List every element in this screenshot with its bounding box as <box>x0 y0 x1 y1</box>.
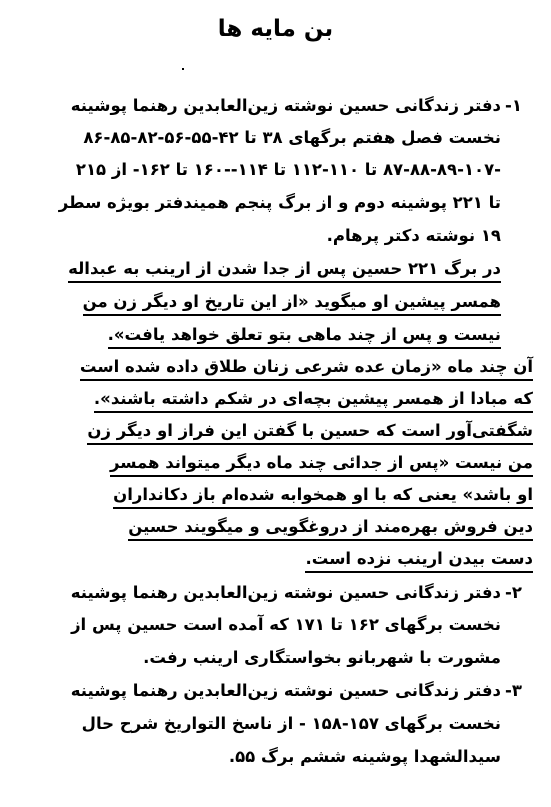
scan-speck <box>182 68 184 70</box>
underlined-line: من نیست «پس از جدائی چند ماه دیگر میتواند همسر <box>110 453 533 473</box>
underlined-line: دست بیدن ارینب نزده است. <box>305 549 533 569</box>
text-line: دفتر زندگانی حسین نوشته زین‌العابدین رهنما پوشینه <box>70 681 501 700</box>
text-line: سیدالشهدا پوشینه ششم برگ ۵۵. <box>228 747 501 766</box>
text-line: نخست برگهای ۱۵۷-۱۵۸ - از ناسخ التواریخ شرح حال <box>81 714 501 733</box>
item-number: -۱ <box>505 96 522 115</box>
underlined-line: در برگ ۲۲۱ حسین پس از جدا شدن از ارینب به عبداله <box>68 259 501 279</box>
text-line: دفتر زندگانی حسین نوشته زین‌العابدین رهنما پوشینه <box>70 583 501 602</box>
underlined-line: نیست و پس از چند ماهی بتو تعلق خواهد یافت». <box>108 325 501 345</box>
underlined-line: آن چند ماه «زمان عده شرعی زنان طلاق داده شده است <box>80 357 533 377</box>
underlined-line: همسر پیشین او میگوید «از این تاریخ او دیگر زن من <box>83 292 501 312</box>
underlined-line: دین فروش بهره‌مند از دروغگویی و میگویند حسین <box>128 517 533 537</box>
text-line: مشورت با شهربانو بخواستگاری ارینب رفت. <box>143 648 501 667</box>
page-title: بن مایه ها <box>217 16 334 42</box>
text-line: -۸۷-۸۸-۸۹-۱۰۷ تا ۱۱۰-۱۱۲ تا ۱۱۴--۱۶۰ تا ۱۶۲- از ۲۱۵ <box>75 160 501 179</box>
underlined-line: شگفتی‌آور است که حسین با گفتن این فراز او دیگر زن <box>87 421 533 441</box>
underlined-line: که مبادا از همسر پیشین بچه‌ای در شکم داشته باشند». <box>94 389 533 409</box>
text-line: نخست برگهای ۱۶۲ تا ۱۷۱ که آمده است حسین پس از <box>71 615 501 634</box>
text-line: دفتر زندگانی حسین نوشته زین‌العابدین رهنما پوشینه <box>70 96 501 115</box>
item-number: -۳ <box>505 681 522 700</box>
underlined-line: او باشد» یعنی که با او همخوابه شده‌ام باز دکانداران <box>113 485 533 505</box>
text-line: ۱۹ نوشته دکتر پرهام. <box>326 226 501 245</box>
text-line: تا ۲۲۱ پوشینه دوم و از برگ پنجم همیندفتر بویژه سطر <box>58 193 501 212</box>
item-number: -۲ <box>505 583 522 602</box>
text-line: نخست فصل هفتم برگهای ۳۸ تا ۴۲-۵۵-۵۶-۸۲-۸۵-۸۶ <box>83 128 501 147</box>
